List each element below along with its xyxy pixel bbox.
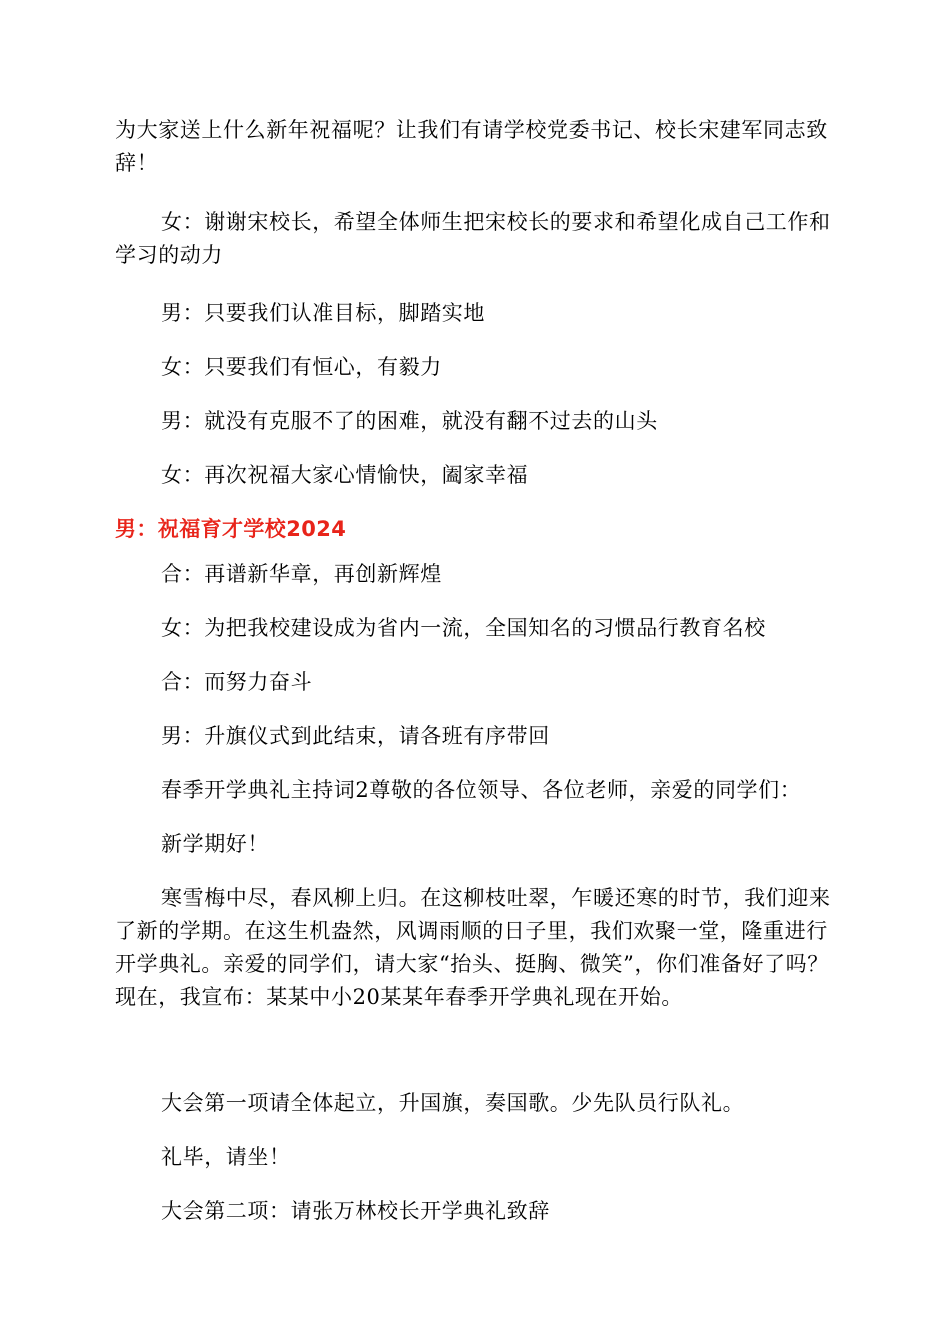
paragraph-female-perseverance: 女：只要我们有恒心，有毅力 [161,355,442,379]
paragraph-male-difficulty: 男：就没有克服不了的困难，就没有翻不过去的山头 [161,409,658,433]
paragraph-together-strive: 合：而努力奋斗 [161,670,313,694]
paragraph-opening-speech: 寒雪梅中尽，春风柳上归。在这柳枝吐翠，乍暖还寒的时节，我们迎来了新的学期。在这生机盎然，风调雨顺的日子里，我们欢聚一堂，隆重进行开学典礼。亲爱的同学们，请大家“抬头、挺胸、微笑”，你们准备好了吗？现在，我宣布：某某中小20某某年春季开学典礼现在开始。 [115,886,831,1009]
paragraph-male-goal: 男：只要我们认准目标，脚踏实地 [161,301,485,325]
paragraph-speech-title: 春季开学典礼主持词2尊敬的各位领导、各位老师，亲爱的同学们： [161,778,802,802]
paragraph-please-sit: 礼毕，请坐！ [161,1145,291,1169]
section-heading: 男：祝福育才学校2024 [115,517,347,541]
paragraph-female-thanks: 女：谢谢宋校长，希望全体师生把宋校长的要求和希望化成自己工作和学习的动力 [115,210,831,267]
paragraph-second-item: 大会第二项：请张万林校长开学典礼致辞 [161,1199,550,1223]
paragraph-opening-continuation: 为大家送上什么新年祝福呢？让我们有请学校党委书记、校长宋建军同志致辞！ [115,118,828,175]
paragraph-female-school-goal: 女：为把我校建设成为省内一流，全国知名的习惯品行教育名校 [161,616,766,640]
paragraph-together-new-chapter: 合：再谱新华章，再创新辉煌 [161,562,442,586]
paragraph-greeting: 新学期好！ [161,832,269,856]
paragraph-male-ceremony-end: 男：升旗仪式到此结束，请各班有序带回 [161,724,550,748]
paragraph-female-blessing: 女：再次祝福大家心情愉快，阖家幸福 [161,463,529,487]
paragraph-first-item: 大会第一项请全体起立，升国旗，奏国歌。少先队员行队礼。 [161,1091,745,1115]
